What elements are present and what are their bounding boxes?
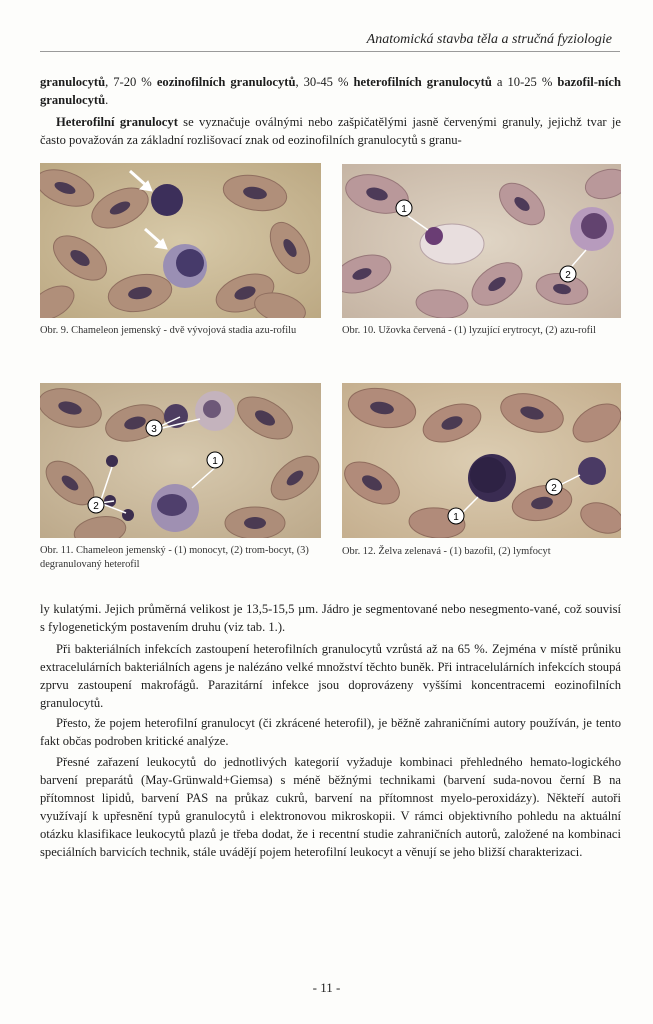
figure-9-caption: Obr. 9. Chameleon jemenský - dvě vývojová stadia azu-rofilu: [40, 325, 297, 336]
term-eosinophils: eozinofilních granulocytů: [156, 75, 296, 89]
figure-11-marker-2: 2: [93, 501, 99, 512]
text-fragment: , 30-45 %: [295, 75, 354, 89]
body-paragraph-3: Přesto, že pojem heterofilní granulocyt (či zkrácené heterofil), je běžně zahraničními autory používán, je tento fakt občas podroben kritické analýze.: [40, 716, 621, 748]
figure-12-photo: [342, 383, 621, 538]
figure-11-marker-3: 3: [151, 424, 157, 435]
term-basophils: bazofil-ních granulocytů: [40, 75, 622, 107]
body-paragraph-4: Přesné zařazení leukocytů do jednotlivých kategorií vyžaduje kombinaci přehledného hemato-logického barvení preparátů (May-Grünwald+Giemsa) s méně běžnými technikami (barvení suda-novou černí B na přítomnost lipidů, barvení PAS na průkaz cukrů, barvení na přítomnost myelo-peroxidázy). Někteří autoři využívají k upřesnění typů granulocytů i elektronovou mikroskopii. V rámci objektivního pohledu na aktuální otázku klasifikace leukocytů plazů je třeba dodat, že i recentní studie zahraničních autorů, založené na kombinaci speciálních barvicích technik, stále uvádějí pojem heterofilní leukocyt a věnují se jeho bližší charakterizaci.: [40, 755, 621, 859]
figure-12-micrograph: [342, 383, 621, 538]
text-fragment: , 7-20 %: [105, 75, 157, 89]
figure-10-photo: [342, 164, 621, 318]
figure-11-micrograph: [40, 383, 321, 538]
figure-9-photo: [40, 163, 321, 318]
figure-12-marker-1: 1: [453, 512, 459, 523]
running-header: [40, 32, 620, 52]
heterophil-paragraph: [40, 113, 621, 149]
figure-11-caption: Obr. 11. Chameleon jemenský - (1) monocyt, (2) trom-bocyt, (3) degranulovaný heterofil: [40, 545, 309, 570]
term-granulocytes: granulocytů: [40, 75, 106, 89]
figure-12-caption: Obr. 12. Želva zelenavá - (1) bazofil, (2) lymfocyt: [342, 546, 551, 557]
figure-9-micrograph: [40, 163, 321, 318]
body-paragraph-1: ly kulatými. Jejich průměrná velikost je 13,5-15,5 µm. Jádro je segmentované nebo nesegmento-vané, což souvisí s fylogenetickým postavením druhu (viz tab. 1.).: [40, 602, 621, 634]
page-number: - 11 -: [312, 980, 341, 995]
figure-11-photo: [40, 383, 321, 538]
term-heterophils: heterofilních granulocytů: [353, 75, 492, 89]
figure-10-caption: Obr. 10. Užovka červená - (1) lyzující erytrocyt, (2) azu-rofil: [342, 325, 596, 336]
text-fragment: se vyznačuje oválnými nebo zašpičatělými jasně červenými granuly, jejichž tvar je často považován za základní rozlišovací znak od eozinofilních granulocytů s granu-: [40, 115, 621, 147]
term-heterophil-granulocyte: Heterofilní granulocyt: [56, 115, 178, 129]
figure-10-micrograph: [342, 164, 621, 318]
intro-paragraph: [40, 73, 621, 109]
figure-10-marker-2: 2: [565, 270, 571, 281]
figure-10-marker-1: 1: [401, 204, 407, 215]
running-title: Anatomická stavba těla a stručná fyziologie: [366, 32, 612, 47]
text-fragment: a 10-25 %: [491, 75, 558, 89]
body-paragraph-2: Při bakteriálních infekcích zastoupení heterofilních granulocytů vzrůstá až na 65 %. Zejména v místě průniku extracelulárních bakteriálních agens je nalézáno velké množství těchto buněk. Při intracelulárních infekcích stoupá zprvu zastoupení makrofágů. Parazitární infekce jsou doprovázeny vyššími koncentracemi eozinofilních granulocytů.: [40, 642, 621, 710]
figure-12-marker-2: 2: [551, 483, 557, 494]
text-fragment: .: [105, 93, 109, 107]
figure-11-marker-1: 1: [212, 456, 218, 467]
